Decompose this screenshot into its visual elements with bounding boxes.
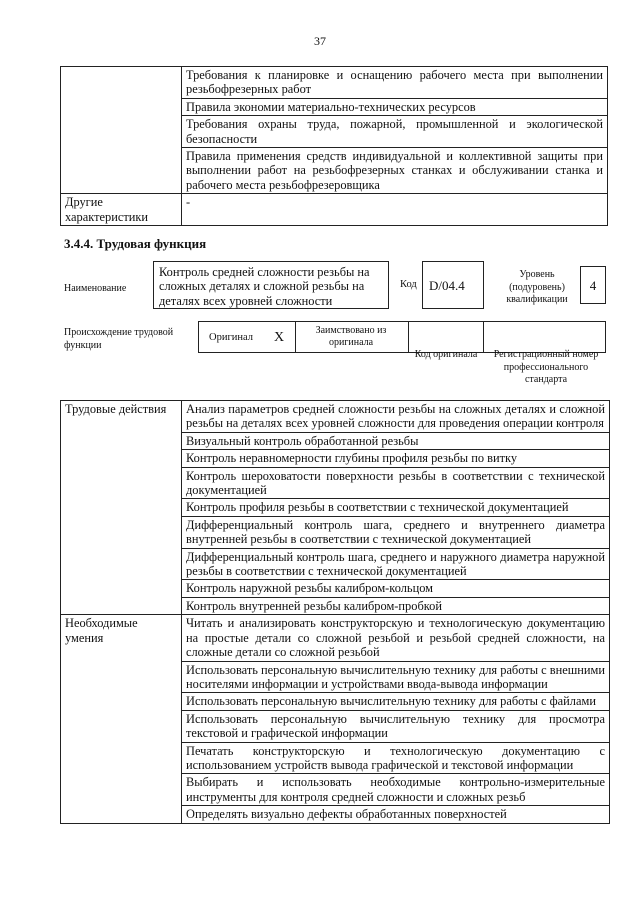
code-caption: Код оригинала [414,349,478,360]
row-item: Контроль шероховатости поверхности резьбы в соответствии с технической документацией [182,467,610,499]
row-item: Контроль неравномерности глубины профиля резьбы по витку [182,450,610,467]
row-item: Требования охраны труда, пожарной, промышленной и экологической безопасности [182,116,608,148]
row-item: Контроль наружной резьбы калибром-кольцом [182,580,610,597]
row-item: Анализ параметров средней сложности резьбы на сложных деталях и сложной резьбы на деталях всех уровней сложности для проведения операции контроля [182,401,610,433]
function-name-box [153,261,389,309]
page-number: 37 [314,34,326,48]
row-item: Выбирать и использовать необходимые контрольно-измерительные инструменты для контроля средней сложности и сложных резьб [182,774,610,806]
code-value: D/04.4 [429,278,465,293]
requirements-table [60,66,608,226]
row-item: Печатать конструкторскую и технологическую документацию с использованием устройств вывода графической и текстовой информации [182,742,610,774]
borrowed-label: Заимствовано из оригинала [315,325,387,348]
labor-function-table [60,400,610,824]
row-label: Другие характеристики [61,194,182,226]
level-box [580,266,606,304]
row-item: Контроль внутренней резьбы калибром-пробкой [182,597,610,614]
table-row [61,615,610,661]
row-item: Использовать персональную вычислительную технику для просмотра текстовой и графической информации [182,710,610,742]
row-label [61,67,182,194]
code-label: Код [400,279,417,290]
level-label: Уровень (подуровень) квалификации [506,269,568,305]
row-item: Визуальный контроль обработанной резьбы [182,432,610,449]
table-row [61,401,610,433]
row-item: - [182,194,608,226]
row-item: Контроль профиля резьбы в соответствии с технической документацией [182,499,610,516]
function-name-value: Контроль средней сложности резьбы на сложных деталях и сложной резьбы на деталях всех уровней сложности [159,265,370,308]
reg-number-caption: Регистрационный номер профессионального стандарта [493,349,599,385]
original-label: Оригинал [209,332,253,343]
row-label: Необходимые умения [61,615,182,823]
original-mark: X [274,330,285,345]
row-item: Правила экономии материально-технических ресурсов [182,98,608,115]
level-value: 4 [589,278,597,293]
row-item: Правила применения средств индивидуальной и коллективной защиты при выполнении работ на резьбофрезерных станках и обслуживании станка и рабочего места резьбофрезеровщика [182,148,608,194]
table-row [61,194,608,226]
code-box [422,261,484,309]
origin-label: Происхождение трудовой функции [64,327,174,351]
row-item: Определять визуально дефекты обработанных поверхностей [182,806,610,823]
row-item: Читать и анализировать конструкторскую и технологическую документацию на простые детали со сложной резьбой и резьбой средней сложности, на сложные детали со сложной резьбой [182,615,610,661]
row-label: Трудовые действия [61,401,182,615]
name-label: Наименование [64,283,127,294]
table-row [61,67,608,99]
section-heading: 3.4.4. Трудовая функция [64,236,207,251]
row-item: Использовать персональную вычислительную технику для работы с файлами [182,693,610,710]
row-item: Дифференциальный контроль шага, среднего и наружного диаметра наружной резьбы в соответствии с технической документацией [182,548,610,580]
row-item: Требования к планировке и оснащению рабочего места при выполнении резьбофрезерных работ [182,67,608,99]
row-item: Дифференциальный контроль шага, среднего и внутреннего диаметра внутренней резьбы в соответствии с технической документацией [182,516,610,548]
row-item: Использовать персональную вычислительную технику для работы с внешними носителями информации и устройствами ввода-вывода информации [182,661,610,693]
